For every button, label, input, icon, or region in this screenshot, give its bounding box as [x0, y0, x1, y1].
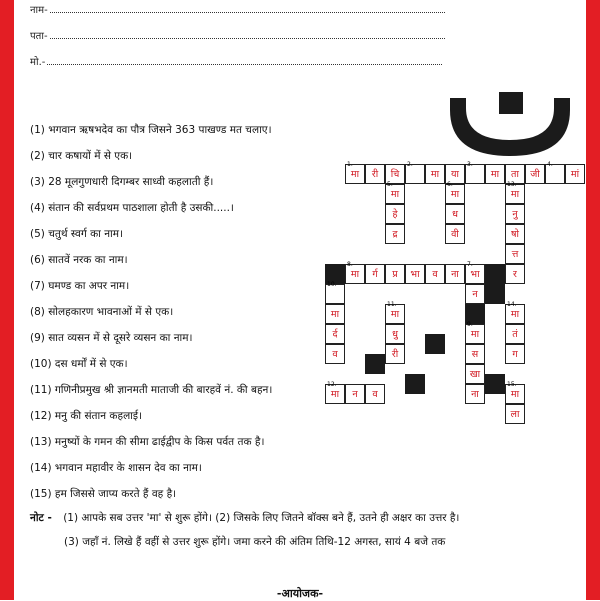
- crossword-clue-number: 12.: [327, 381, 337, 388]
- organizer-label: -आयोजक-: [276, 587, 324, 600]
- clue-9: (9) सात व्यसन में से दूसरे व्यसन का नाम।: [30, 332, 193, 344]
- crossword-cell[interactable]: [385, 181, 405, 204]
- crossword-cell[interactable]: [485, 164, 505, 184]
- crossword-cell[interactable]: [465, 384, 485, 404]
- crossword-clue-number: 3.: [467, 161, 473, 168]
- crossword-clue-number: 1.: [347, 161, 353, 168]
- top-black-block: [499, 92, 523, 114]
- crossword-clue-number: 6.: [447, 181, 453, 188]
- crossword-letter: वी: [451, 229, 459, 240]
- crossword-letter: री: [391, 349, 399, 360]
- crossword-letter: तं: [512, 329, 518, 340]
- crossword-cell[interactable]: [325, 344, 345, 364]
- crossword-cell[interactable]: [505, 381, 525, 404]
- crossword-letter: री: [371, 169, 379, 180]
- crossword-cell[interactable]: [505, 324, 525, 344]
- crossword-letter: मा: [450, 189, 460, 200]
- clue-6: (6) सातवें नरक का नाम।: [30, 254, 128, 266]
- crossword-cell[interactable]: [525, 164, 545, 184]
- crossword-clue-number: 7.: [467, 261, 473, 268]
- crossword-letter: जी: [530, 169, 540, 180]
- crossword-letter: ग: [512, 349, 518, 360]
- crossword-cell[interactable]: [325, 381, 345, 404]
- crossword-clue-number: 10.: [327, 281, 337, 288]
- crossword-letter: व: [372, 389, 378, 400]
- clue-3: (3) 28 मूलगुणधारी दिगम्बर साध्वी कहलाती हैं।: [30, 176, 214, 188]
- crossword-letter: मा: [350, 169, 360, 180]
- crossword-cell[interactable]: [445, 224, 465, 244]
- crossword-clue-number: 9.: [467, 321, 473, 328]
- clue-13: (13) मनुष्यों के गमन की सीमा ढाईद्वीप के किस पर्वत तक है।: [30, 436, 265, 448]
- crossword-cell[interactable]: [505, 204, 525, 224]
- crossword-cell[interactable]: [345, 384, 365, 404]
- crossword-cell[interactable]: [445, 204, 465, 224]
- crossword-letter: खा: [469, 369, 481, 380]
- clue-12: (12) मनु की संतान कहलाई।: [30, 410, 143, 422]
- crossword-cell[interactable]: [385, 344, 405, 364]
- crossword-letter: मा: [490, 169, 500, 180]
- crossword-letter: मा: [470, 329, 480, 340]
- note-line-1: (1) आपके सब उत्तर 'मा' से शुरू होंगे। (2) जिसके लिए जितने बॉक्स बने हैं, उतने ही अक्षर का उत्तर है।: [63, 512, 460, 524]
- crossword-cell[interactable]: [465, 344, 485, 364]
- crossword-cell[interactable]: [325, 304, 345, 324]
- crossword-cell[interactable]: [385, 204, 405, 224]
- crossword-cell[interactable]: [345, 261, 365, 284]
- crossword-letter: नु: [512, 209, 518, 220]
- crossword-clue-number: 4.: [547, 161, 553, 168]
- crossword-letter: ता: [511, 169, 519, 180]
- note-row-1: [30, 511, 459, 525]
- crossword-letter: चि: [390, 169, 400, 180]
- crossword-cell[interactable]: [565, 164, 585, 184]
- clue-5: (5) चतुर्थ स्वर्ग का नाम।: [30, 228, 124, 240]
- crossword-cell[interactable]: [505, 264, 525, 284]
- clue-14: (14) भगवान महावीर के शासन देव का नाम।: [30, 462, 202, 474]
- crossword-letter: हे: [392, 209, 398, 220]
- crossword-cell[interactable]: [545, 161, 565, 184]
- crossword-letter: धु: [392, 329, 398, 340]
- crossword-cell[interactable]: [345, 161, 365, 184]
- name-label: नाम-: [30, 5, 48, 16]
- crossword-cell[interactable]: [505, 244, 525, 264]
- crossword-letter: र्ग: [372, 269, 378, 280]
- crossword-letter: मा: [390, 309, 400, 320]
- crossword-cell[interactable]: [505, 181, 525, 204]
- crossword-cell[interactable]: [365, 264, 385, 284]
- clue-8: (8) सोलहकारण भावनाओं में से एक।: [30, 306, 174, 318]
- clue-4: (4) संतान की सर्वप्रथम पाठशाला होती है उसकी.....।: [30, 202, 234, 214]
- clue-10: (10) दस धर्मों में से एक।: [30, 358, 128, 370]
- crossword-letter: न: [472, 289, 478, 300]
- crossword-cell[interactable]: [405, 264, 425, 284]
- crossword-cell[interactable]: [505, 344, 525, 364]
- crossword-letter: र्द: [332, 329, 338, 340]
- crossword-cell[interactable]: [325, 324, 345, 344]
- crossword-letter: र: [513, 269, 517, 280]
- crossword-cell[interactable]: [465, 161, 485, 184]
- crossword-letter: मा: [510, 189, 520, 200]
- crossword-cell[interactable]: [505, 301, 525, 324]
- grid-black-block-2: [485, 264, 505, 284]
- clue-7: (7) घमण्ड का अपर नाम।: [30, 280, 130, 292]
- crossword-letter: मा: [430, 169, 440, 180]
- crossword-letter: द्र: [392, 229, 398, 240]
- note-line-2: (3) जहाँ नं. लिखे हैं वहीं से उत्तर शुरू होंगे। जमा करने की अंतिम तिथि-12 अगस्त, सायं 4 बजे तक: [64, 536, 446, 548]
- crossword-clue-number: 11.: [387, 301, 397, 308]
- crossword-cell[interactable]: [365, 164, 385, 184]
- crossword-letter: व: [332, 349, 338, 360]
- grid-black-block-7: [485, 374, 505, 394]
- crossword-letter: मा: [330, 389, 340, 400]
- crossword-cell[interactable]: [365, 384, 385, 404]
- crossword-letter: व: [432, 269, 438, 280]
- crossword-letter: प्र: [392, 269, 398, 280]
- crossword-cell[interactable]: [465, 284, 485, 304]
- crossword-cell[interactable]: [465, 364, 485, 384]
- clue-15: (15) हम जिससे जाप्य करते हैं वह है।: [30, 488, 177, 500]
- grid-black-block-5: [365, 354, 385, 374]
- crossword-letter: मां: [570, 169, 580, 180]
- crossword-letter: षो: [511, 229, 519, 240]
- crossword-letter: मा: [330, 309, 340, 320]
- crossword-cell[interactable]: [425, 264, 445, 284]
- crossword-letter: मा: [510, 389, 520, 400]
- crossword-cell[interactable]: [325, 281, 345, 304]
- crossword-letter: मा: [350, 269, 360, 280]
- crossword-cell[interactable]: [505, 404, 525, 424]
- crossword-cell[interactable]: [505, 224, 525, 244]
- crossword-clue-number: 14.: [507, 301, 517, 308]
- crossword-cell[interactable]: [385, 224, 405, 244]
- crossword-cell[interactable]: [385, 301, 405, 324]
- crossword-cell[interactable]: [445, 181, 465, 204]
- crossword-clue-number: 13.: [507, 181, 517, 188]
- crossword-clue-number: 15.: [507, 381, 517, 388]
- grid-black-block-3: [485, 284, 505, 304]
- crossword-cell[interactable]: [465, 261, 485, 284]
- crossword-letter: ला: [510, 409, 520, 420]
- crossword-letter: ना: [451, 269, 459, 280]
- crossword-letter: भा: [470, 269, 480, 280]
- clue-2: (2) चार कषायों में से एक।: [30, 150, 133, 162]
- note-label: नोट -: [30, 512, 52, 524]
- crossword-letter: न: [352, 389, 358, 400]
- crossword-clue-number: 2.: [407, 161, 413, 168]
- crossword-cell[interactable]: [405, 161, 425, 184]
- crossword-cell[interactable]: [425, 164, 445, 184]
- crossword-letter: त्त: [511, 249, 519, 260]
- clue-1: (1) भगवान ऋषभदेव का पौत्र जिसने 363 पाखण्ड मत चलाए।: [30, 124, 272, 136]
- crossword-letter: या: [451, 169, 459, 180]
- mobile-label: मो.-: [30, 57, 46, 68]
- grid-black-block-8: [425, 334, 445, 354]
- crossword-cell[interactable]: [385, 264, 405, 284]
- crossword-letter: मा: [510, 309, 520, 320]
- grid-black-block-9: [405, 374, 425, 394]
- crossword-letter: स: [471, 349, 479, 360]
- crossword-clue-number: 5.: [387, 181, 393, 188]
- address-label: पता-: [30, 31, 48, 42]
- clue-11: (11) गणिनीप्रमुख श्री ज्ञानमती माताजी की बारहवें नं. की बहन।: [30, 384, 273, 396]
- crossword-clue-number: 8.: [347, 261, 353, 268]
- crossword-letter: ध: [452, 209, 458, 220]
- crossword-cell[interactable]: [465, 321, 485, 344]
- crossword-letter: भा: [410, 269, 420, 280]
- crossword-letter: मा: [390, 189, 400, 200]
- crossword-letter: ना: [471, 389, 479, 400]
- crossword-cell[interactable]: [385, 324, 405, 344]
- crossword-cell[interactable]: [445, 264, 465, 284]
